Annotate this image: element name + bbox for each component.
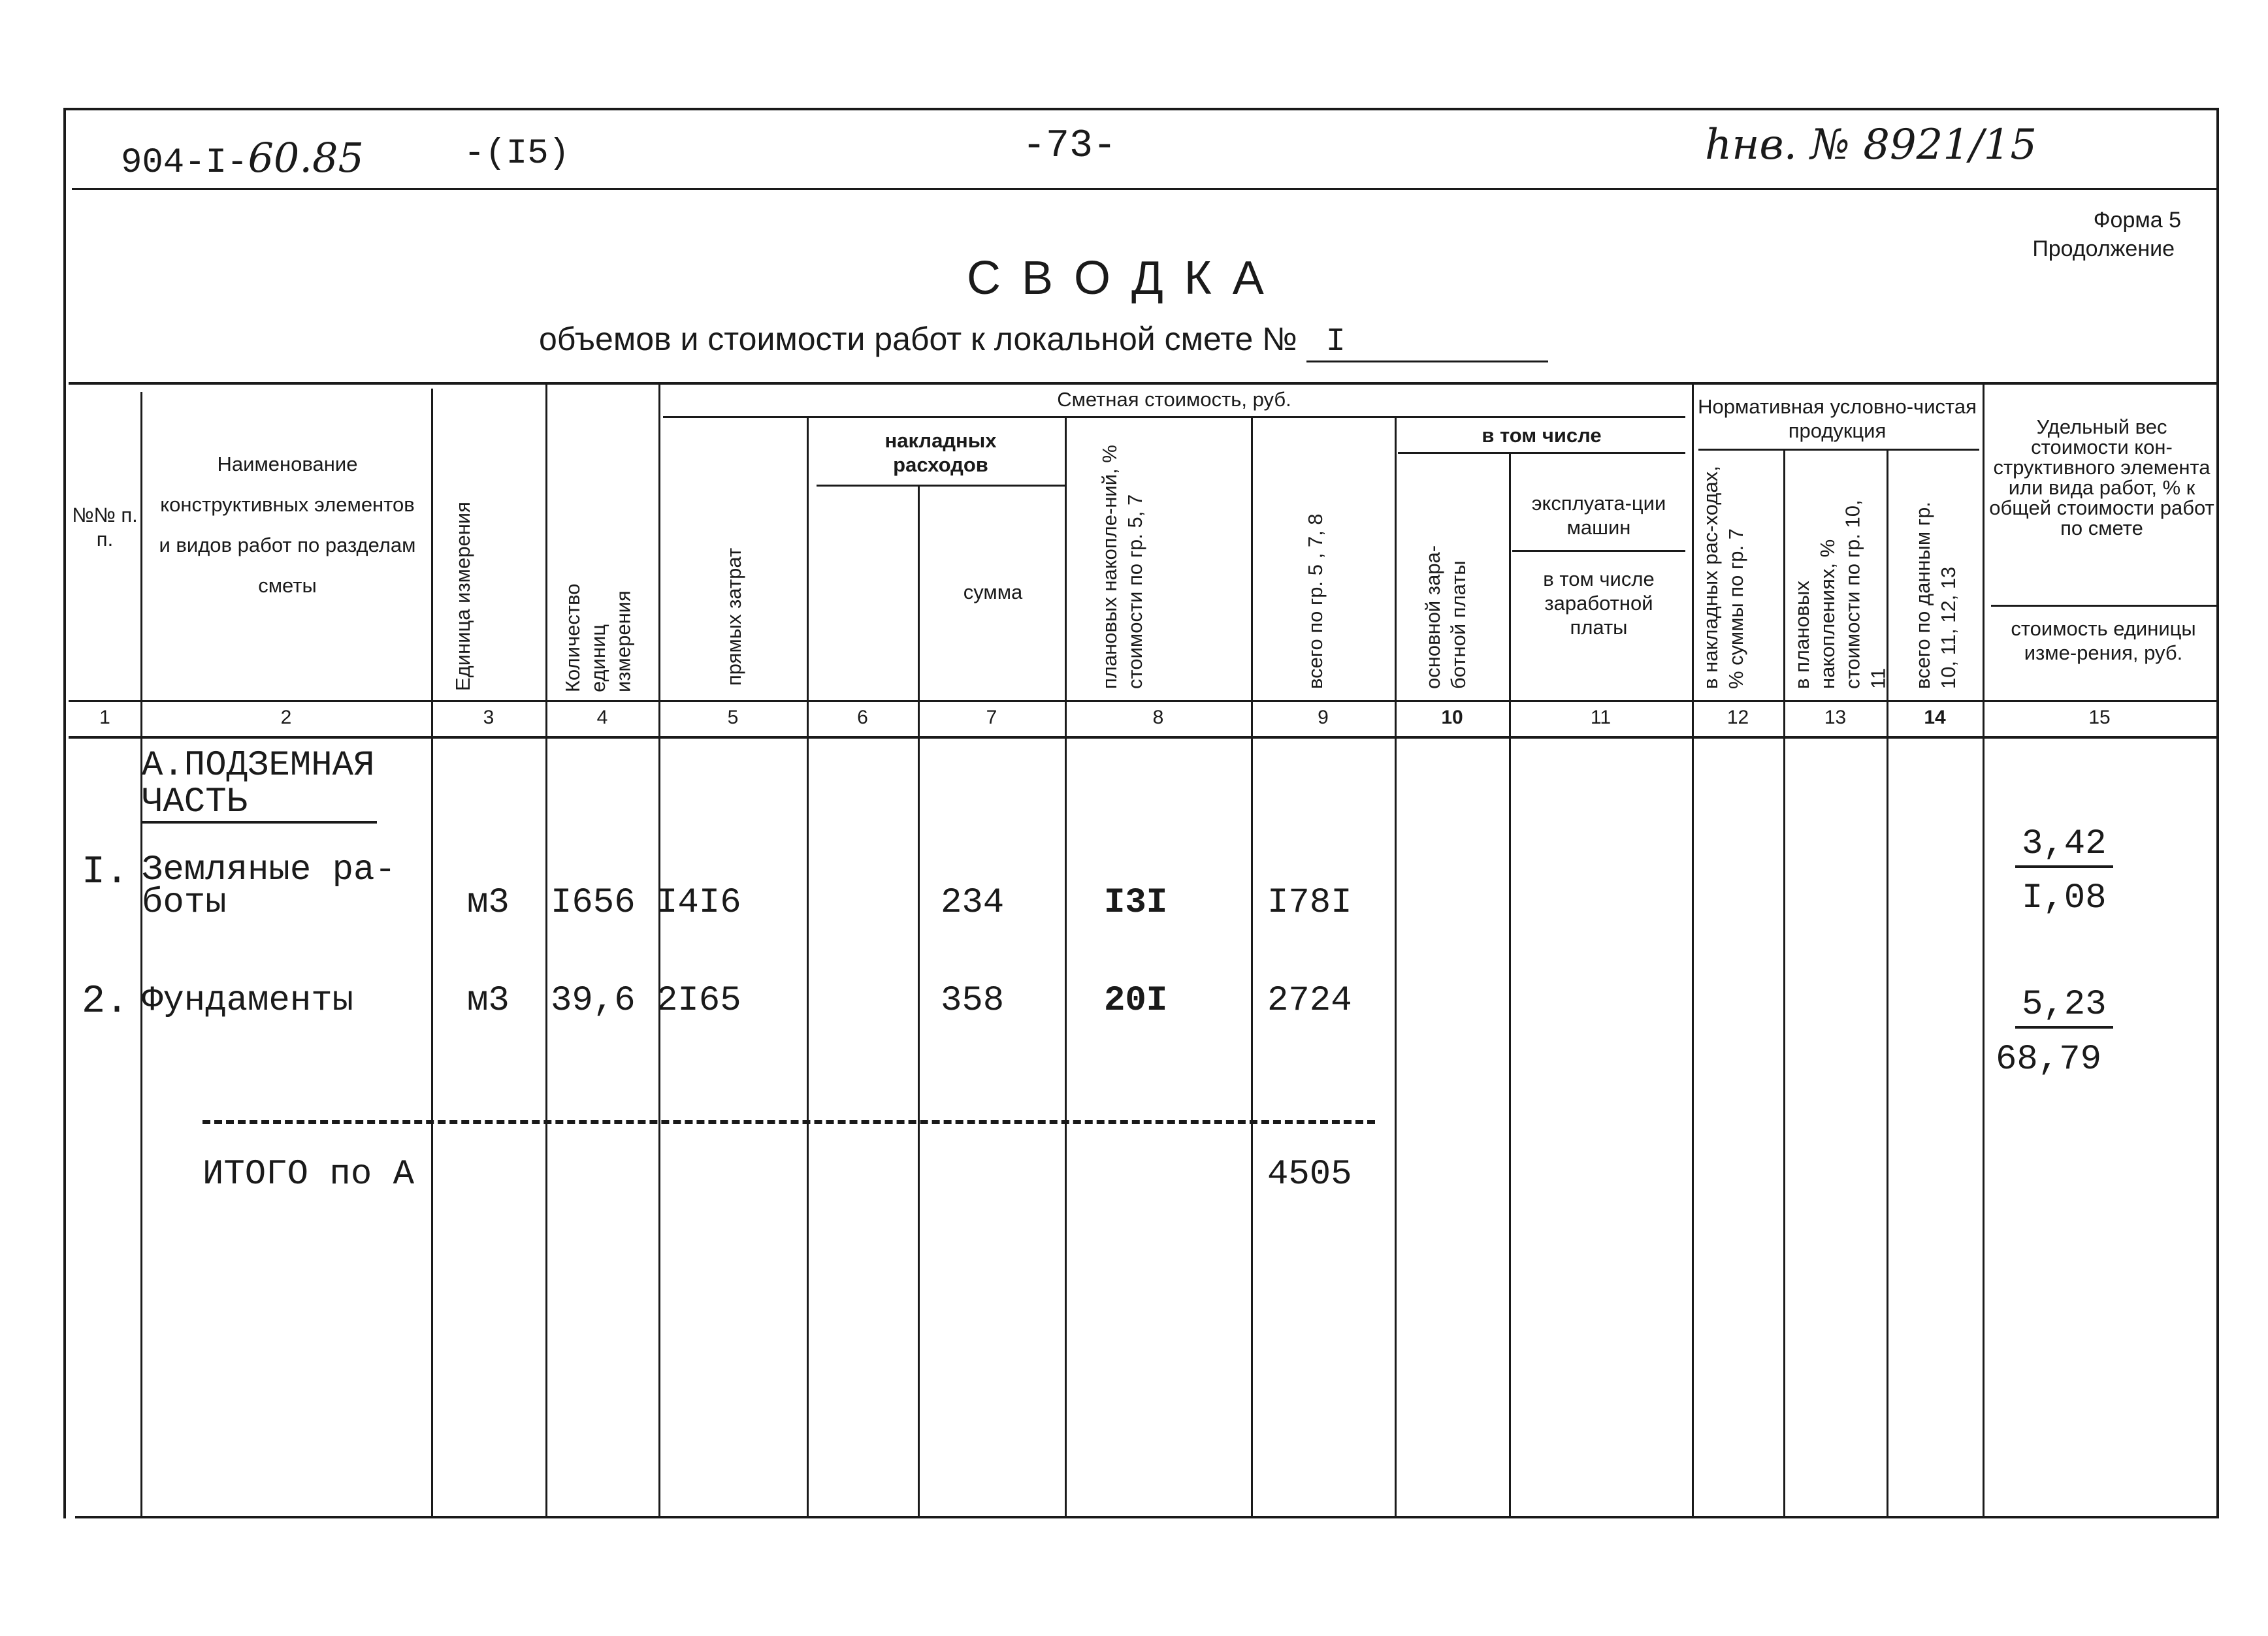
colnum-7: 7 [986,707,997,728]
vline-6 [918,487,920,1516]
header-bottom-line [69,700,2218,702]
doc-code [121,134,364,183]
header-including-group: в том числе [1482,424,1602,447]
row-1-quantity: I656 [551,883,636,923]
continuation-label: Продолжение [2032,236,2175,261]
colnum-5: 5 [727,707,739,728]
header-col14: всего по данным гр. 10, 11, 12, 13 [1911,502,1960,689]
colnum-3: 3 [483,707,494,728]
frame-top [63,108,2219,110]
page-subtitle [539,320,1548,362]
header-col13: в плановых накоплениях, % стоимости по гр. 10, 11 [1790,500,1890,689]
vline-11 [1692,382,1694,1516]
vline-2 [431,389,433,1516]
doc-code-suffix: -(I5) [464,134,570,174]
doc-code-handwritten: 60.85 [248,134,364,182]
header-col8: плановых накопле-ний, % стоимости по гр. 5, 7 [1098,445,1146,689]
colnum-14: 14 [1924,707,1946,728]
row-2-direct-costs: 2I65 [656,981,741,1021]
vline-3 [545,382,547,1516]
colnum-1: 1 [99,707,110,728]
row-1-name-line1: Земляные ра- [142,850,396,890]
overhead-group-line [817,485,1065,487]
table-top-line [69,382,2218,385]
vline-4 [658,382,660,1516]
frame-left [63,108,66,1518]
vline-9 [1395,418,1397,1516]
row-1-unit: м3 [467,883,510,923]
including-group-line [1398,452,1685,454]
form-label: Форма 5 [2093,208,2181,233]
header-col11-bottom: в том числе заработной платы [1543,568,1655,639]
header-divider [72,188,2218,190]
vline-1 [140,392,142,1516]
vline-8 [1251,418,1253,1516]
row-2-total: 2724 [1267,981,1352,1021]
inventory-number: hнв. № 8921/15 [1705,121,2037,169]
row-1-total: I78I [1267,883,1352,923]
colnum-9: 9 [1318,707,1329,728]
row-2-quantity: 39,6 [551,981,636,1021]
row-2-planned: 20I [1104,981,1168,1021]
row-1-planned: I3I [1104,883,1168,923]
row-1-weight-pct: 3,42 [2015,824,2113,868]
row-2-unit: м3 [467,981,510,1021]
section-title: А.ПОДЗЕМНАЯ ЧАСТЬ [142,748,377,824]
colnum-15: 15 [2088,707,2111,728]
col15-divider [1991,605,2216,607]
header-cost-group: Сметная стоимость, руб. [1057,388,1291,411]
vline-5 [807,418,809,1516]
subtotal-dashed-line [202,1120,1375,1124]
header-col15-bottom: стоимость единицы изме-рения, руб. [2011,617,2196,665]
row-2-name-line1: Фундаменты [142,981,354,1021]
row-1-name-line2: боты [142,883,227,923]
page-number: -73- [1022,124,1117,168]
header-col7: сумма [963,581,1023,603]
row-2-unit-cost: 68,79 [1996,1040,2102,1080]
doc-code-prefix: 904-I- [121,143,248,183]
subtotal-value: 4505 [1267,1155,1352,1195]
cost-group-line [663,416,1685,418]
header-col3: Единица измерения [451,502,474,691]
header-col9: всего по гр. 5 , 7, 8 [1304,513,1327,689]
vline-12 [1783,451,1785,1516]
estimate-number: I [1306,323,1548,362]
header-col15-top: Удельный вес стоимости кон-структивного элемента или вида работ, % к общей стоимости работ по смете [1989,415,2214,539]
vline-13 [1887,451,1888,1516]
header-col1: №№ п. п. [72,504,138,551]
vline-7 [1065,418,1067,1516]
colnum-6: 6 [857,707,868,728]
vline-10 [1509,454,1511,1516]
page-title: С В О Д К А [967,252,1268,304]
subtitle-text: объемов и стоимости работ к локальной смете № [539,321,1297,357]
header-normative-group: Нормативная условно-чистая продукция [1698,395,1977,443]
row-1-direct-costs: I4I6 [656,883,741,923]
colnum-11: 11 [1590,707,1612,728]
colnum-4: 4 [596,707,608,728]
row-2-number: 2. [82,980,129,1024]
header-col10: основной зара-ботной платы [1421,545,1470,689]
row-2-weight-pct: 5,23 [2015,985,2113,1029]
colnum-10: 10 [1441,707,1463,728]
header-col4: Количество единиц измерения [561,583,635,692]
colnum-13: 13 [1824,707,1847,728]
row-1-overhead-sum: 234 [941,883,1005,923]
col11-divider [1512,550,1685,552]
header-overhead-group: накладных расходов [884,429,997,477]
colnum-bottom-line [69,736,2218,739]
colnum-2: 2 [280,707,292,728]
header-col5: прямых затрат [722,547,745,686]
header-col2: Наименование конструктивных элементов и видов работ по разделам сметы [159,453,416,597]
colnum-8: 8 [1152,707,1164,728]
row-2-overhead-sum: 358 [941,981,1005,1021]
subtotal-label: ИТОГО по А [202,1155,415,1195]
row-1-number: I. [82,850,129,895]
frame-right [2216,108,2219,1518]
colnum-12: 12 [1726,707,1749,728]
vline-14 [1983,382,1984,1516]
header-col12: в накладных рас-ходах, % суммы по гр. 7 [1699,466,1747,689]
normative-group-line [1698,449,1979,451]
header-col11-top: эксплуата-ции машин [1531,492,1666,539]
row-1-unit-cost: I,08 [2022,878,2107,918]
frame-bottom [75,1516,2219,1518]
